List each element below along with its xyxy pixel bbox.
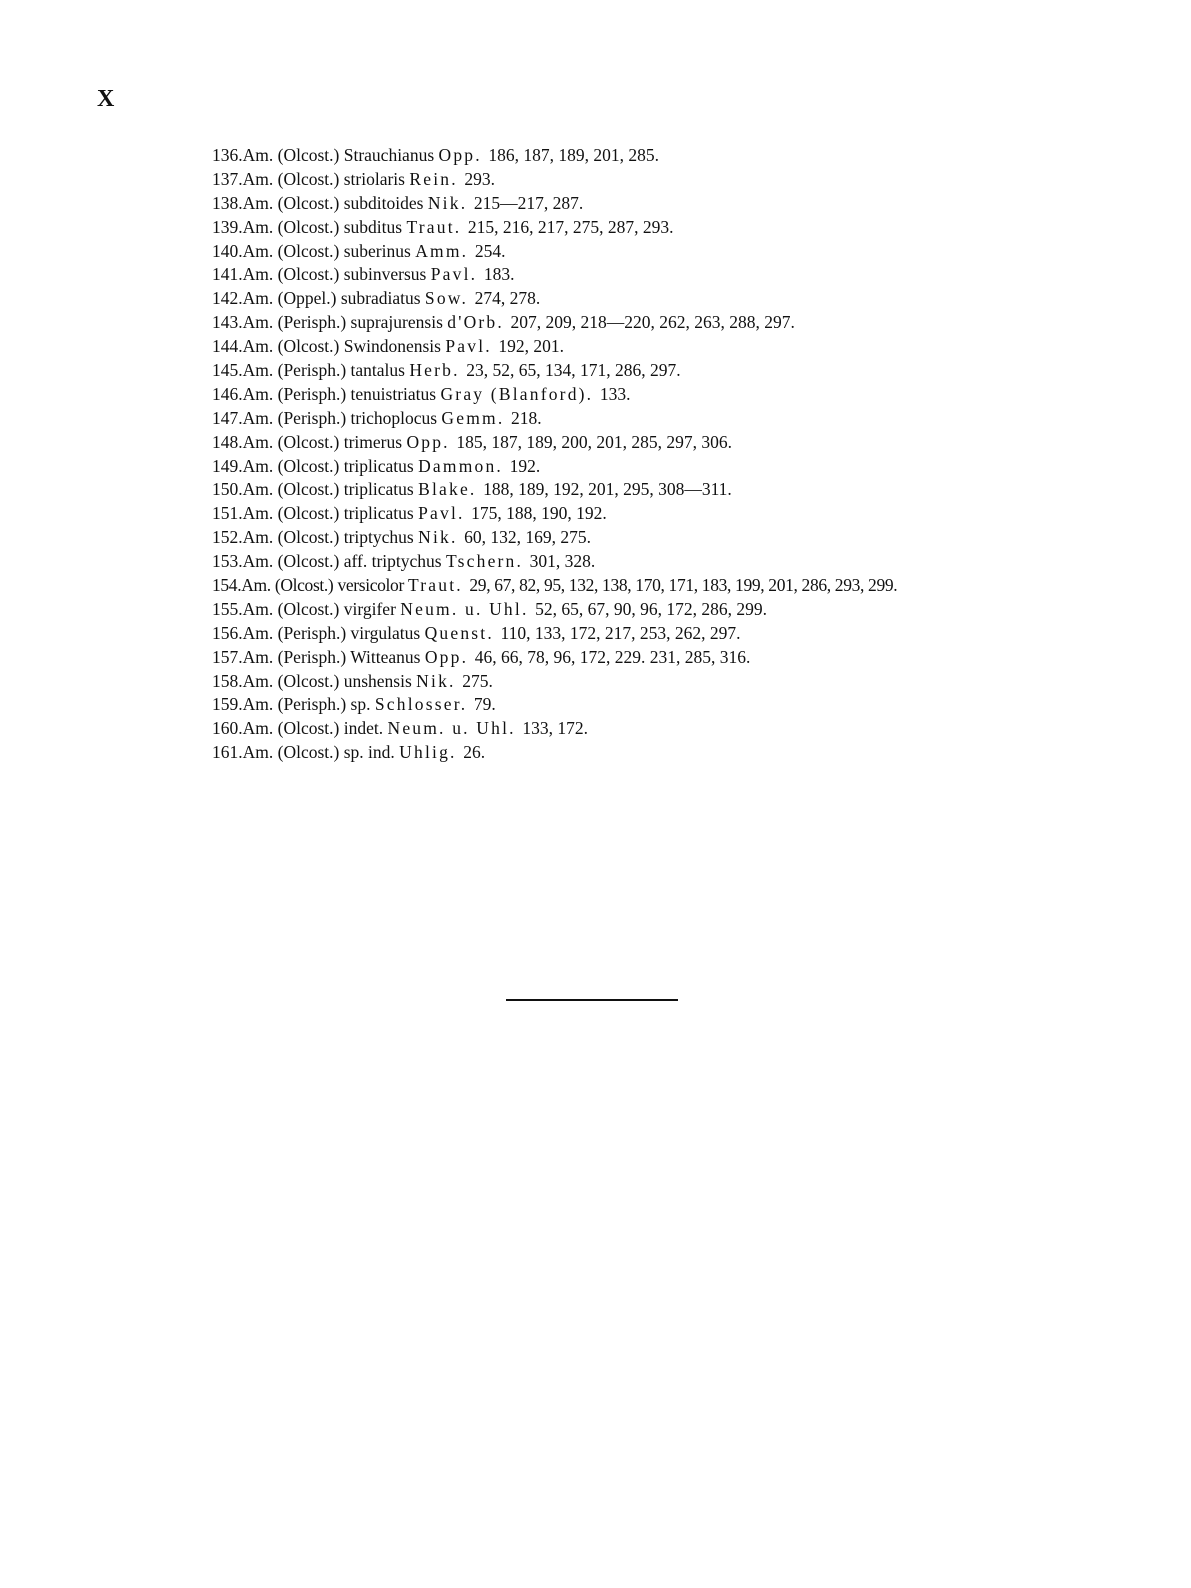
entry-author: Quenst. bbox=[424, 622, 494, 643]
entry-author: Herb. bbox=[409, 360, 460, 381]
entry-author: Opp. bbox=[438, 145, 482, 165]
page-number: X bbox=[97, 86, 116, 112]
entry-pages: 133. bbox=[599, 383, 631, 404]
entry-number: 153. bbox=[212, 551, 243, 572]
entry-species: virgifer bbox=[343, 598, 396, 619]
entry-subgenus: (Olcost.) bbox=[277, 718, 340, 739]
entry-number: 155. bbox=[212, 598, 243, 619]
entry-author: Nik. bbox=[416, 670, 456, 691]
entry-species: subradiatus bbox=[340, 288, 421, 309]
index-entry bbox=[212, 622, 1132, 646]
entry-genus: Am. bbox=[242, 527, 274, 548]
entry-genus: Am. bbox=[242, 455, 274, 476]
entry-genus: Am. bbox=[242, 360, 274, 381]
entry-pages: 215, 216, 217, 275, 287, 293. bbox=[467, 216, 674, 237]
entry-species: Witteanus bbox=[350, 646, 421, 667]
entry-species: subditoides bbox=[343, 192, 424, 213]
entry-subgenus: (Olcost.) bbox=[277, 336, 340, 357]
entry-pages: 183. bbox=[483, 264, 515, 285]
entry-number: 140. bbox=[212, 240, 243, 261]
entry-genus: Am. bbox=[242, 479, 274, 500]
entry-pages: 29, 67, 82, 95, 132, 138, 170, 171, 183, 199, 201, 286, 293, 299. bbox=[469, 575, 898, 596]
entry-author: d'Orb. bbox=[447, 312, 504, 333]
end-rule-divider bbox=[506, 999, 678, 1001]
entry-genus: Am. bbox=[242, 407, 274, 428]
entry-number: 147. bbox=[212, 407, 243, 428]
entry-author: Neum. u. Uhl. bbox=[400, 598, 529, 619]
entry-pages: 185, 187, 189, 200, 201, 285, 297, 306. bbox=[456, 431, 732, 452]
entry-number: 137. bbox=[212, 168, 243, 189]
entry-subgenus: (Olcost.) bbox=[277, 240, 340, 261]
entry-species: Strauchianus bbox=[343, 145, 435, 165]
entry-pages: 207, 209, 218—220, 262, 263, 288, 297. bbox=[510, 312, 795, 333]
index-entry bbox=[212, 311, 1132, 335]
entry-author: Nik. bbox=[418, 527, 458, 548]
entry-pages: 110, 133, 172, 217, 253, 262, 297. bbox=[500, 622, 741, 643]
entry-author: Pavl. bbox=[418, 503, 465, 524]
entry-genus: Am. bbox=[242, 551, 274, 572]
entry-subgenus: (Perisph.) bbox=[277, 360, 347, 381]
species-index-list bbox=[212, 144, 1132, 765]
entry-pages: 192. bbox=[509, 455, 541, 476]
entry-number: 136. bbox=[212, 145, 243, 165]
entry-subgenus: (Olcost.) bbox=[277, 670, 340, 691]
entry-number: 161. bbox=[212, 742, 243, 763]
entry-subgenus: (Olcost.) bbox=[277, 264, 340, 285]
entry-pages: 175, 188, 190, 192. bbox=[471, 503, 607, 524]
entry-genus: Am. bbox=[242, 240, 274, 261]
entry-pages: 192, 201. bbox=[498, 336, 565, 357]
entry-pages: 46, 66, 78, 96, 172, 229. 231, 285, 316. bbox=[474, 646, 751, 667]
entry-genus: Am. bbox=[242, 646, 274, 667]
entry-species: sp. bbox=[350, 694, 371, 715]
entry-author: Nik. bbox=[427, 192, 468, 213]
entry-subgenus: (Olcost.) bbox=[277, 479, 340, 500]
entry-subgenus: (Olcost.) bbox=[277, 551, 340, 572]
entry-number: 158. bbox=[212, 670, 243, 691]
entry-genus: Am. bbox=[242, 694, 274, 715]
entry-species: triplicatus bbox=[343, 455, 414, 476]
entry-subgenus: (Oppel.) bbox=[277, 288, 337, 309]
entry-genus: Am. bbox=[242, 312, 274, 333]
entry-subgenus: (Perisph.) bbox=[277, 383, 347, 404]
index-entry bbox=[212, 693, 1132, 717]
entry-species: tantalus bbox=[350, 360, 405, 381]
entry-species: suprajurensis bbox=[350, 312, 443, 333]
entry-subgenus: (Perisph.) bbox=[277, 622, 347, 643]
entry-genus: Am. bbox=[242, 598, 274, 619]
entry-subgenus: (Olcost.) bbox=[277, 503, 340, 524]
entry-subgenus: (Perisph.) bbox=[277, 646, 347, 667]
entry-species: sp. ind. bbox=[343, 742, 395, 763]
entry-genus: Am. bbox=[242, 336, 274, 357]
entry-author: Sow. bbox=[424, 288, 469, 309]
entry-subgenus: (Olcost.) bbox=[277, 192, 340, 213]
entry-pages: 79. bbox=[473, 694, 496, 715]
entry-subgenus: (Olcost.) bbox=[277, 431, 340, 452]
index-entry bbox=[212, 526, 1132, 550]
entry-author: Pavl. bbox=[445, 336, 492, 357]
entry-species: tenuistriatus bbox=[350, 383, 437, 404]
index-entry bbox=[212, 216, 1132, 240]
entry-number: 159. bbox=[212, 694, 243, 715]
entry-subgenus: (Olcost.) bbox=[274, 575, 334, 596]
entry-species: striolaris bbox=[343, 168, 405, 189]
entry-subgenus: (Perisph.) bbox=[277, 694, 347, 715]
index-entry bbox=[212, 431, 1132, 455]
entry-species: triptychus bbox=[343, 527, 414, 548]
entry-subgenus: (Olcost.) bbox=[277, 145, 340, 165]
entry-subgenus: (Olcost.) bbox=[277, 216, 340, 237]
entry-number: 151. bbox=[212, 503, 243, 524]
entry-subgenus: (Olcost.) bbox=[277, 168, 340, 189]
entry-species: aff. triptychus bbox=[343, 551, 442, 572]
entry-genus: Am. bbox=[242, 742, 274, 763]
index-entry bbox=[212, 359, 1132, 383]
entry-pages: 60, 132, 169, 275. bbox=[464, 527, 591, 548]
entry-number: 157. bbox=[212, 646, 243, 667]
entry-genus: Am. bbox=[242, 718, 274, 739]
entry-number: 138. bbox=[212, 192, 243, 213]
entry-author: Uhlig. bbox=[399, 742, 457, 763]
entry-pages: 218. bbox=[511, 407, 542, 428]
index-entry bbox=[212, 478, 1132, 502]
entry-author: Pavl. bbox=[430, 264, 478, 285]
index-entry bbox=[212, 407, 1132, 431]
index-entry bbox=[212, 192, 1132, 216]
entry-pages: 26. bbox=[463, 742, 486, 763]
entry-subgenus: (Olcost.) bbox=[277, 527, 340, 548]
entry-author: Dammon. bbox=[418, 455, 503, 476]
entry-species: subinversus bbox=[343, 264, 427, 285]
entry-species: trimerus bbox=[343, 431, 403, 452]
entry-author: Traut. bbox=[406, 216, 462, 237]
entry-number: 160. bbox=[212, 718, 243, 739]
entry-pages: 23, 52, 65, 134, 171, 286, 297. bbox=[466, 360, 681, 381]
entry-number: 154. bbox=[212, 575, 242, 596]
entry-author: Schlosser. bbox=[374, 694, 468, 715]
entry-genus: Am. bbox=[242, 168, 274, 189]
entry-author: Traut. bbox=[407, 575, 463, 596]
entry-subgenus: (Perisph.) bbox=[277, 407, 347, 428]
entry-author: Gemm. bbox=[441, 407, 505, 428]
entry-author: Gray (Blanford). bbox=[440, 383, 594, 404]
entry-number: 148. bbox=[212, 431, 243, 452]
entry-species: subditus bbox=[343, 216, 403, 237]
entry-genus: Am. bbox=[242, 622, 274, 643]
entry-species: Swindonensis bbox=[343, 336, 441, 357]
entry-author: Amm. bbox=[415, 240, 469, 261]
entry-pages: 188, 189, 192, 201, 295, 308—311. bbox=[483, 479, 732, 500]
entry-genus: Am. bbox=[241, 575, 271, 596]
entry-author: Opp. bbox=[424, 646, 469, 667]
entry-number: 141. bbox=[212, 264, 243, 285]
index-entry bbox=[212, 550, 1132, 574]
index-entry bbox=[212, 717, 1132, 741]
index-entry bbox=[212, 335, 1132, 359]
index-entry bbox=[212, 240, 1132, 264]
entry-number: 145. bbox=[212, 360, 243, 381]
entry-subgenus: (Olcost.) bbox=[277, 742, 340, 763]
entry-species: versicolor bbox=[337, 575, 404, 596]
entry-species: triplicatus bbox=[343, 479, 414, 500]
entry-genus: Am. bbox=[242, 288, 274, 309]
entry-author: Opp. bbox=[406, 431, 450, 452]
index-entry bbox=[212, 144, 1132, 168]
entry-number: 146. bbox=[212, 383, 243, 404]
entry-number: 149. bbox=[212, 455, 243, 476]
index-entry bbox=[212, 598, 1132, 622]
entry-pages: 275. bbox=[462, 670, 493, 691]
index-entry bbox=[212, 646, 1132, 670]
entry-species: unshensis bbox=[343, 670, 412, 691]
entry-subgenus: (Perisph.) bbox=[277, 312, 347, 333]
entry-species: virgulatus bbox=[350, 622, 421, 643]
entry-genus: Am. bbox=[242, 503, 274, 524]
entry-subgenus: (Olcost.) bbox=[277, 455, 340, 476]
index-entry bbox=[212, 168, 1132, 192]
entry-pages: 186, 187, 189, 201, 285. bbox=[488, 145, 660, 165]
entry-number: 150. bbox=[212, 479, 243, 500]
entry-pages: 301, 328. bbox=[529, 551, 596, 572]
entry-number: 144. bbox=[212, 336, 243, 357]
index-entry bbox=[212, 502, 1132, 526]
entry-species: trichoplocus bbox=[350, 407, 438, 428]
entry-pages: 133, 172. bbox=[522, 718, 588, 739]
entry-genus: Am. bbox=[242, 431, 274, 452]
entry-number: 143. bbox=[212, 312, 243, 333]
entry-genus: Am. bbox=[242, 192, 274, 213]
index-entry bbox=[212, 287, 1132, 311]
entry-pages: 215—217, 287. bbox=[473, 192, 584, 213]
entry-genus: Am. bbox=[242, 145, 274, 165]
entry-genus: Am. bbox=[242, 216, 274, 237]
entry-species: suberinus bbox=[343, 240, 411, 261]
entry-author: Blake. bbox=[418, 479, 477, 500]
entry-number: 142. bbox=[212, 288, 243, 309]
entry-pages: 254. bbox=[474, 240, 506, 261]
entry-pages: 274, 278. bbox=[474, 288, 541, 309]
index-entry bbox=[212, 383, 1132, 407]
index-entry bbox=[212, 263, 1132, 287]
entry-author: Rein. bbox=[409, 168, 458, 189]
index-entry bbox=[212, 741, 1132, 765]
entry-pages: 52, 65, 67, 90, 96, 172, 286, 299. bbox=[535, 598, 767, 619]
entry-author: Tschern. bbox=[445, 551, 524, 572]
entry-number: 139. bbox=[212, 216, 243, 237]
entry-subgenus: (Olcost.) bbox=[277, 598, 340, 619]
index-entry bbox=[212, 670, 1132, 694]
entry-author: Neum. u. Uhl. bbox=[387, 718, 516, 739]
entry-genus: Am. bbox=[242, 264, 274, 285]
entry-number: 156. bbox=[212, 622, 243, 643]
entry-species: indet. bbox=[343, 718, 384, 739]
entry-pages: 293. bbox=[464, 168, 495, 189]
index-entry bbox=[212, 574, 1132, 598]
entry-species: triplicatus bbox=[343, 503, 414, 524]
index-entry bbox=[212, 455, 1132, 479]
entry-number: 152. bbox=[212, 527, 243, 548]
entry-genus: Am. bbox=[242, 383, 274, 404]
entry-genus: Am. bbox=[242, 670, 274, 691]
